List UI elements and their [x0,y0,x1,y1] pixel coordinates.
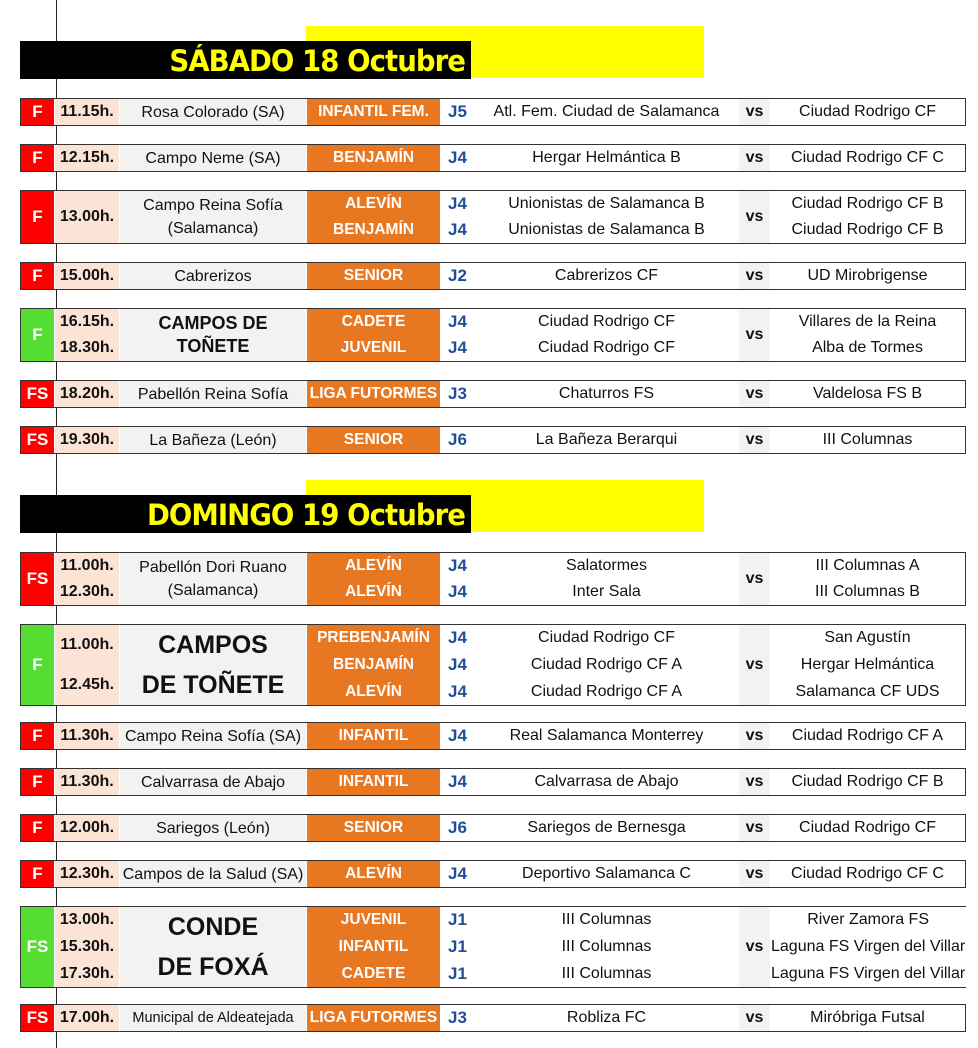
match-venue [120,861,307,887]
jornada-label: J2 [448,266,467,285]
venue-line: (Salamanca) [167,582,259,599]
jornada-label: J4 [448,681,467,701]
match-venue [120,427,307,453]
away-team: Villares de la Reina [798,313,937,330]
day-title: SÁBADO 18 Octubre [169,44,465,78]
home-team: Real Salamanca Monterrey [509,727,704,744]
match-times [55,427,120,453]
category-label: SENIOR [343,267,404,284]
jornada-label: J5 [448,102,467,121]
match-block [20,814,966,842]
vs-label: vs [739,263,771,289]
match-block [20,190,966,244]
match-categories [307,723,441,749]
jornada-label: J4 [448,148,467,167]
home-teams [475,145,739,171]
sport-type-badge: FS [21,907,55,987]
away-team: Ciudad Rodrigo CF B [791,195,944,212]
home-team: Sariegos de Bernesga [527,819,686,836]
vs-label: vs [739,99,771,125]
match-time: 12.45h. [59,676,115,693]
home-teams [475,381,739,407]
match-jornadas [441,309,475,361]
match-categories [307,381,441,407]
match-times [55,625,120,705]
away-teams [771,815,965,841]
venue-line: La Bañeza (León) [149,431,277,449]
match-venue [120,99,307,125]
match-block [20,262,966,290]
away-teams [771,99,965,125]
away-team: Laguna FS Virgen del Villar [771,937,966,955]
category-label: JUVENIL [340,911,407,929]
match-jornadas [441,723,475,749]
venue-line: (Salamanca) [167,220,259,237]
home-teams [475,427,739,453]
away-teams [771,427,965,453]
home-team: Inter Sala [572,583,641,600]
jornada-label: J4 [448,220,467,239]
match-categories [307,99,441,125]
away-teams [771,625,965,705]
away-teams [771,553,965,605]
sport-type-badge: F [21,861,55,887]
category-label: BENJAMÍN [333,221,414,238]
match-categories [307,191,441,243]
match-venue [120,191,307,243]
away-team: River Zamora FS [807,911,929,929]
away-team: Valdelosa FS B [812,385,923,402]
home-team: Unionistas de Salamanca B [508,195,705,212]
jornada-label: J4 [448,194,467,213]
sport-type-badge: F [21,723,55,749]
venue-line: Campo Reina Sofía [143,197,283,214]
home-teams [475,815,739,841]
match-categories [307,815,441,841]
sport-type-badge: FS [21,381,55,407]
away-team: Ciudad Rodrigo CF C [791,149,944,166]
match-times [55,309,120,361]
venue-line: CAMPOS [158,631,268,659]
match-times [55,145,120,171]
match-block [20,906,966,988]
match-time: 12.30h. [59,583,115,600]
jornada-label: J1 [448,910,467,930]
match-times [55,723,120,749]
jornada-label: J3 [448,1008,467,1027]
match-jornadas [441,815,475,841]
match-time: 12.15h. [59,149,115,166]
vs-label: vs [739,381,771,407]
jornada-label: J6 [448,818,467,837]
category-label: ALEVÍN [345,583,402,600]
home-team: III Columnas [561,911,652,929]
category-label: JUVENIL [340,339,407,356]
day-header [20,480,704,534]
match-venue [120,723,307,749]
venue-line: CAMPOS DE TOÑETE [158,313,268,356]
jornada-label: J1 [448,963,467,983]
home-team: Ciudad Rodrigo CF [538,629,675,647]
away-teams [771,309,965,361]
home-teams [475,625,739,705]
match-block [20,624,966,706]
venue-line: Pabellón Reina Sofía [137,385,289,403]
day-header [20,26,704,80]
jornada-label: J4 [448,654,467,674]
match-jornadas [441,263,475,289]
away-team: III Columnas [822,431,913,448]
sport-type-badge: F [21,815,55,841]
away-teams [771,769,965,795]
sport-type-badge: FS [21,427,55,453]
vs-label: vs [739,625,771,705]
away-team: Salamanca CF UDS [795,682,940,700]
match-times [55,1005,120,1031]
category-label: INFANTIL [338,727,409,744]
category-label: CADETE [341,313,406,330]
match-time: 11.00h. [60,636,114,653]
home-team: III Columnas [561,964,652,982]
home-teams [475,191,739,243]
category-label: INFANTIL [338,937,409,955]
vs-label: vs [739,723,771,749]
category-label: INFANTIL [338,773,409,790]
vs-label: vs [739,769,771,795]
match-jornadas [441,145,475,171]
match-venue [120,381,307,407]
home-team: Atl. Fem. Ciudad de Salamanca [493,103,720,120]
home-team: Ciudad Rodrigo CF [538,313,675,330]
match-time: 15.00h. [59,267,115,284]
match-jornadas [441,191,475,243]
home-teams [475,1005,739,1031]
category-label: BENJAMÍN [333,149,414,166]
sport-type-badge: F [21,309,55,361]
match-block [20,380,966,408]
away-team: Alba de Tormes [812,339,923,356]
category-label: INFANTIL FEM. [318,103,429,120]
match-jornadas [441,625,475,705]
match-times [55,99,120,125]
match-block [20,860,966,888]
away-team: Ciudad Rodrigo CF [799,103,936,120]
category-label: BENJAMÍN [333,655,414,673]
home-team: Ciudad Rodrigo CF A [530,655,683,673]
away-teams [771,1005,965,1031]
vs-label: vs [739,191,771,243]
match-block [20,426,966,454]
match-block [20,768,966,796]
match-categories [307,309,441,361]
vs-label: vs [739,145,771,171]
venue-line: DE TOÑETE [141,671,285,699]
match-jornadas [441,553,475,605]
sport-type-badge: F [21,99,55,125]
home-teams [475,861,739,887]
jornada-label: J4 [448,312,467,331]
away-team: III Columnas A [815,557,920,574]
away-team: III Columnas B [815,583,920,600]
sport-type-badge: F [21,263,55,289]
match-block [20,308,966,362]
jornada-label: J4 [448,864,467,883]
jornada-label: J4 [448,556,467,575]
match-venue [120,309,307,361]
home-team: Ciudad Rodrigo CF A [530,682,683,700]
vs-label: vs [739,861,771,887]
away-teams [771,381,965,407]
match-time: 11.15h. [60,103,114,120]
match-block [20,722,966,750]
match-categories [307,553,441,605]
venue-line: Municipal de Aldeatejada [132,1009,294,1026]
category-label: SENIOR [343,431,404,448]
match-times [55,815,120,841]
home-teams [475,723,739,749]
match-jornadas [441,907,475,987]
match-time: 18.30h. [59,339,115,356]
match-jornadas [441,427,475,453]
away-team: Ciudad Rodrigo CF B [791,773,944,790]
jornada-label: J4 [448,726,467,745]
match-categories [307,263,441,289]
match-venue [120,263,307,289]
vs-label: vs [739,309,771,361]
venue-line: Campos de la Salud (SA) [122,865,304,883]
match-jornadas [441,99,475,125]
away-team: Ciudad Rodrigo CF B [791,221,944,238]
match-times [55,861,120,887]
match-categories [307,625,441,705]
jornada-label: J1 [448,936,467,956]
match-venue [120,1005,307,1031]
match-venue [120,815,307,841]
jornada-label: J4 [448,338,467,357]
match-times [55,769,120,795]
away-teams [771,191,965,243]
category-label: ALEVÍN [345,865,402,882]
home-team: Hergar Helmántica B [532,149,681,166]
match-time: 17.30h. [59,964,115,982]
match-times [55,381,120,407]
match-categories [307,145,441,171]
match-jornadas [441,769,475,795]
home-teams [475,553,739,605]
sport-type-badge: FS [21,553,55,605]
venue-line: Rosa Colorado (SA) [141,103,285,121]
category-label: PREBENJAMÍN [317,629,430,647]
away-team: UD Mirobrigense [807,267,928,284]
venue-line: DE FOXÁ [157,953,269,981]
home-team: La Bañeza Berarqui [535,431,678,448]
match-jornadas [441,861,475,887]
category-label: ALEVÍN [345,195,402,212]
vs-label: vs [739,815,771,841]
venue-line: Pabellón Dori Ruano [139,559,287,576]
away-team: Ciudad Rodrigo CF [799,819,936,836]
home-team: Calvarrasa de Abajo [534,773,679,790]
match-block [20,98,966,126]
match-time: 12.00h. [59,819,115,836]
jornada-label: J4 [448,582,467,601]
home-teams [475,309,739,361]
match-time: 12.30h. [59,865,115,882]
home-team: Deportivo Salamanca C [522,865,691,882]
match-time: 11.00h. [60,557,114,574]
match-time: 17.00h. [59,1009,115,1026]
match-time: 13.00h. [59,208,115,225]
home-team: Chaturros FS [558,385,655,402]
match-block [20,144,966,172]
jornada-label: J6 [448,430,467,449]
match-time: 18.20h. [59,385,115,402]
home-teams [475,263,739,289]
away-team: San Agustín [824,629,911,647]
match-categories [307,861,441,887]
away-team: Ciudad Rodrigo CF A [791,727,944,744]
home-teams [475,769,739,795]
away-teams [771,861,965,887]
sport-type-badge: F [21,769,55,795]
venue-line: Cabrerizos [174,267,252,285]
match-venue [120,907,307,987]
away-team: Miróbriga Futsal [810,1009,925,1026]
vs-label: vs [739,1005,771,1031]
match-time: 11.30h. [60,727,114,744]
match-jornadas [441,381,475,407]
match-venue [120,625,307,705]
venue-line: Calvarrasa de Abajo [140,773,286,791]
match-categories [307,769,441,795]
match-time: 19.30h. [59,431,115,448]
match-categories [307,907,441,987]
vs-label: vs [739,553,771,605]
venue-line: Sariegos (León) [156,819,270,837]
category-label: SENIOR [343,819,404,836]
jornada-label: J3 [448,384,467,403]
match-time: 15.30h. [59,937,115,955]
match-venue [120,145,307,171]
home-team: Robliza FC [566,1009,647,1026]
sport-type-badge: F [21,191,55,243]
category-label: LIGA FUTORMES [309,1009,438,1026]
match-jornadas [441,1005,475,1031]
away-teams [771,907,966,987]
home-team: Cabrerizos CF [554,267,659,284]
vs-label: vs [739,907,771,987]
category-label: CADETE [341,964,406,982]
home-team: Ciudad Rodrigo CF [538,339,675,356]
sport-type-badge: F [21,145,55,171]
match-categories [307,1005,441,1031]
away-teams [771,723,965,749]
match-venue [120,769,307,795]
jornada-label: J4 [448,628,467,648]
match-time: 11.30h. [60,773,114,790]
away-team: Ciudad Rodrigo CF C [791,865,944,882]
home-teams [475,99,739,125]
match-times [55,907,120,987]
venue-line: CONDE [167,913,259,941]
away-teams [771,263,965,289]
match-times [55,263,120,289]
match-block [20,1004,966,1032]
match-block [20,552,966,606]
match-time: 16.15h. [59,313,115,330]
sport-type-badge: F [21,625,55,705]
match-times [55,191,120,243]
jornada-label: J4 [448,772,467,791]
day-title: DOMINGO 19 Octubre [147,498,465,532]
category-label: LIGA FUTORMES [309,385,438,402]
away-team: Hergar Helmántica [800,655,935,673]
away-teams [771,145,965,171]
home-team: III Columnas [561,937,652,955]
venue-line: Campo Reina Sofía (SA) [124,727,302,745]
sport-type-badge: FS [21,1005,55,1031]
match-time: 13.00h. [59,911,115,929]
home-team: Salatormes [566,557,647,574]
away-team: Laguna FS Virgen del Villar [771,964,966,982]
category-label: ALEVÍN [345,682,402,700]
home-teams [475,907,739,987]
match-times [55,553,120,605]
match-categories [307,427,441,453]
match-venue [120,553,307,605]
venue-line: Campo Neme (SA) [145,149,281,167]
home-team: Unionistas de Salamanca B [508,221,705,238]
vs-label: vs [739,427,771,453]
category-label: ALEVÍN [345,557,402,574]
